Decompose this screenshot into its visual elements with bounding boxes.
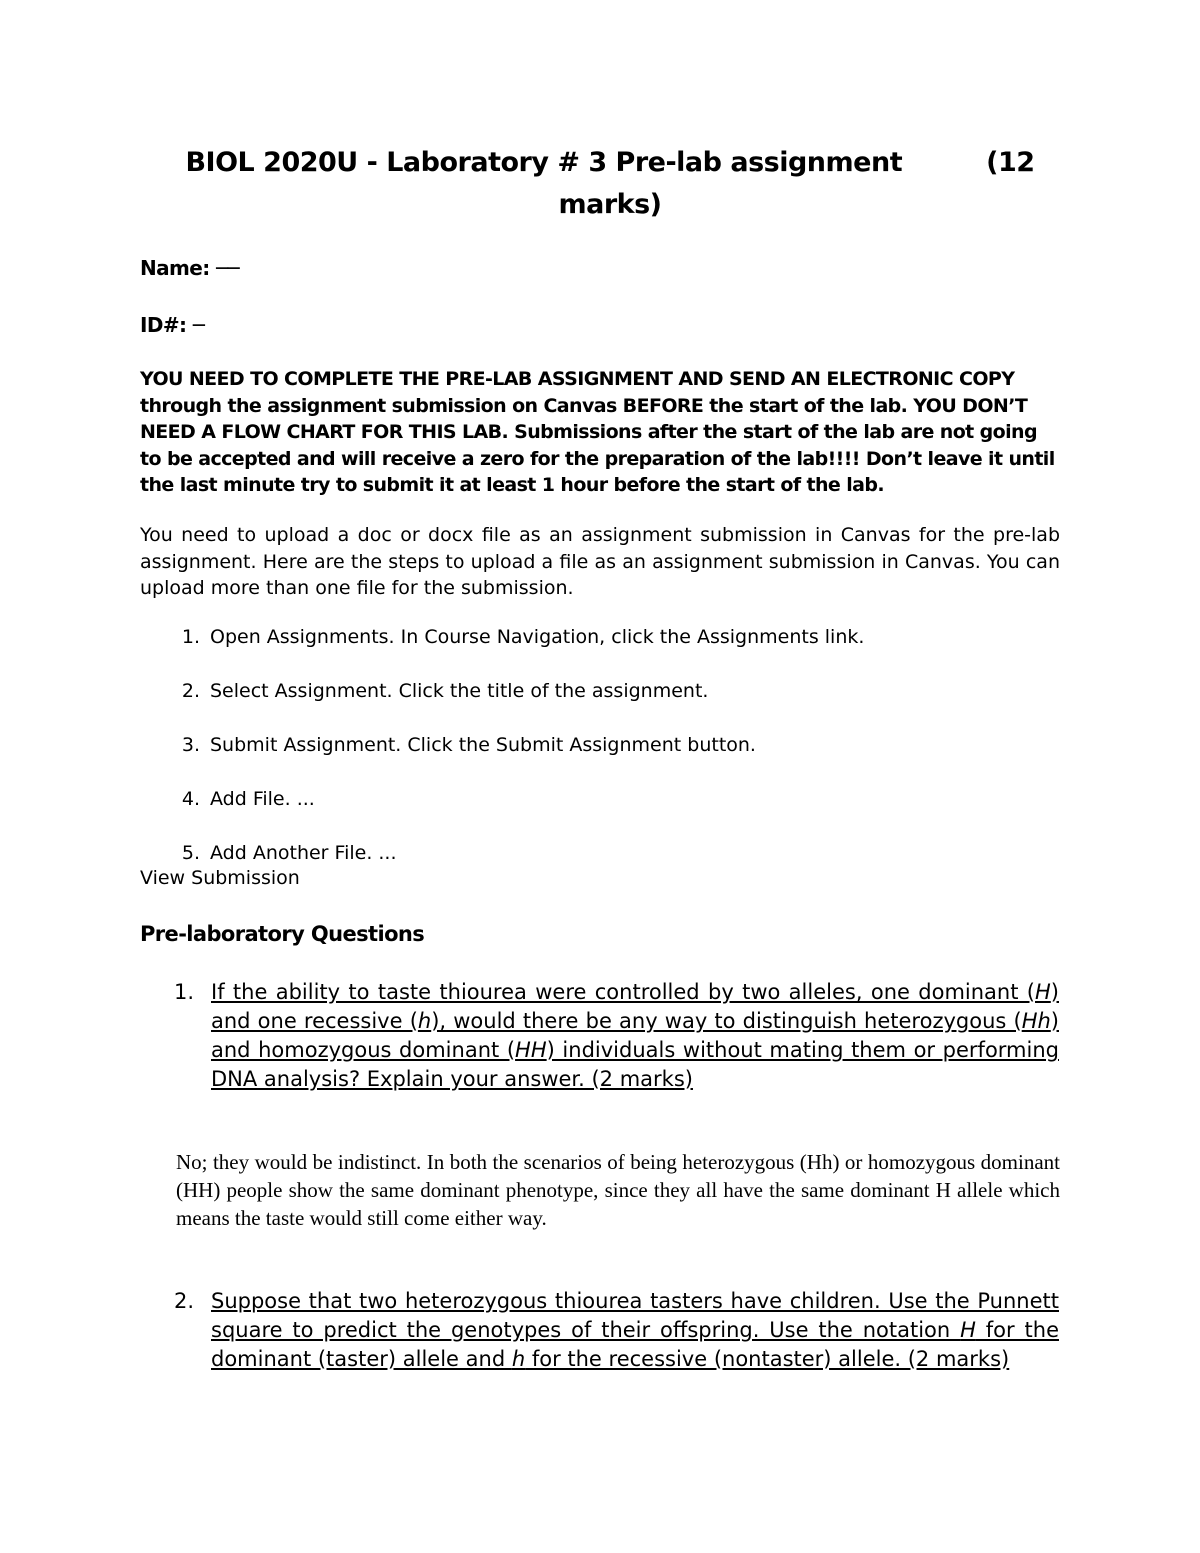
- id-field-label: ID#: ─: [140, 313, 205, 337]
- section-heading: Pre-laboratory Questions: [140, 922, 425, 946]
- question-text-part: If the ability to taste thiourea were controlled by two alleles, one dominant (: [211, 980, 1035, 1004]
- allele-symbol: h: [511, 1347, 526, 1371]
- document-title: [180, 142, 1040, 226]
- title-marks-open: (12: [986, 147, 1035, 178]
- title-marks-close: marks): [558, 189, 662, 220]
- step-number: 2.: [181, 680, 200, 702]
- step-text: Submit Assignment. Click the Submit Assignment button.: [210, 734, 756, 756]
- title-main: BIOL 2020U - Laboratory # 3 Pre-lab assignment: [185, 147, 903, 178]
- submission-notice: YOU NEED TO COMPLETE THE PRE-LAB ASSIGNMENT AND SEND AN ELECTRONIC COPY through the assignment submission on Canvas BEFORE the start of the lab. YOU DON’T NEED A FLOW CHART FOR THIS LAB. Submissions after the start of the lab are not going to be accepted and will receive a zero for the preparation of the lab!!!! Don’t leave it until the last minute try to submit it at least 1 hour before the start of the lab.: [140, 368, 1055, 496]
- question-text-part: for the recessive (nontaster) allele. (2 marks): [525, 1347, 1010, 1371]
- view-submission-text: View Submission: [140, 867, 300, 889]
- step-number: 4.: [181, 788, 200, 810]
- step-text: Open Assignments. In Course Navigation, click the Assignments link.: [210, 626, 865, 648]
- step-text: Add File. ...: [210, 788, 315, 810]
- answer-text: No; they would be indistinct. In both the scenarios of being heterozygous (Hh) or homozygous dominant (HH) people show the same dominant phenotype, since they all have the same dominant H allele which means the taste would still come either way.: [176, 1150, 1060, 1230]
- genotype-symbol: HH: [515, 1038, 547, 1062]
- question-number: 1.: [174, 980, 195, 1004]
- question-number: 2.: [174, 1289, 195, 1313]
- question-text-part: ), would there be any way to distinguish heterozygous (: [431, 1009, 1022, 1033]
- step-number: 1.: [181, 626, 200, 648]
- question-text-part: ) individuals without mating them or performing DNA analysis? Explain your answer. (2 marks): [211, 1038, 1059, 1091]
- question-text-part: Suppose that two heterozygous thiourea tasters have children. Use the Punnett square to predict the genotypes of their offspring. Use the notation: [211, 1289, 1059, 1342]
- question-text: [211, 1287, 1059, 1374]
- allele-symbol: H: [960, 1318, 976, 1342]
- intro-paragraph: You need to upload a doc or docx file as an assignment submission in Canvas for the pre-lab assignment. Here are the steps to upload a file as an assignment submission in Canvas. You can upload more than one file for the submission.: [140, 524, 1060, 599]
- name-field-label: Name: ──: [140, 256, 239, 280]
- step-number: 5.: [181, 842, 200, 864]
- question-text-part: ) and one recessive (: [211, 980, 1059, 1033]
- genotype-symbol: Hh: [1021, 1009, 1051, 1033]
- question-text-part: ) and homozygous dominant (: [211, 1009, 1059, 1062]
- allele-symbol: h: [417, 1009, 432, 1033]
- step-text: Add Another File. ...: [210, 842, 397, 864]
- allele-symbol: H: [1035, 980, 1051, 1004]
- answer-1: [140, 1148, 1060, 1232]
- step-text: Select Assignment. Click the title of the assignment.: [210, 680, 709, 702]
- question-text: [211, 978, 1059, 1094]
- step-number: 3.: [181, 734, 200, 756]
- question-text-part: for the dominant (taster) allele and: [211, 1318, 1059, 1371]
